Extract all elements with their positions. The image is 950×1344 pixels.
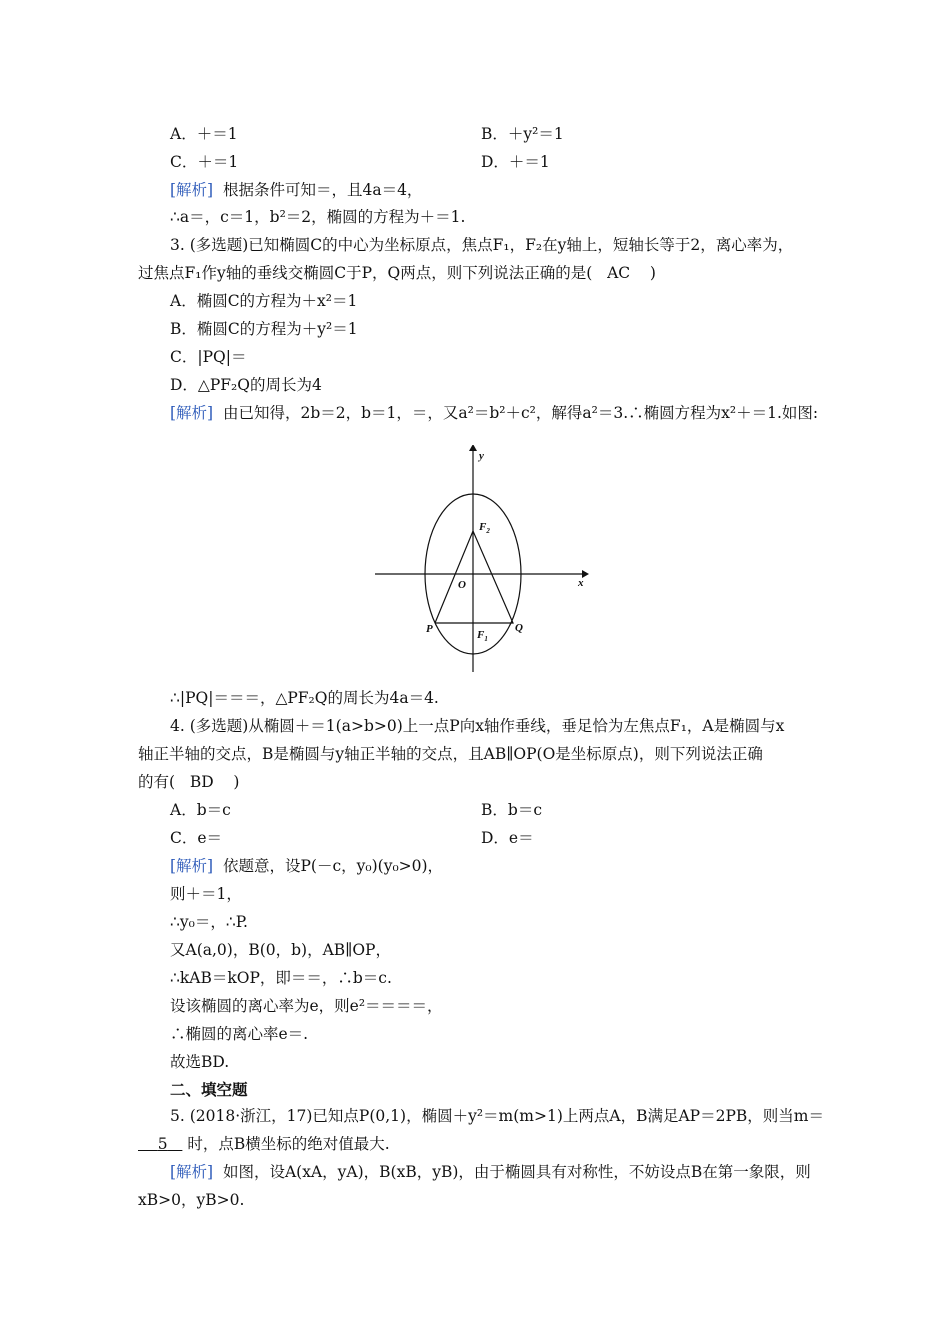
question-text: )	[649, 264, 656, 282]
solution-line	[170, 180, 422, 200]
solution-line	[170, 403, 818, 423]
solution-tag: [解析]	[170, 1163, 214, 1181]
solution-text: 依题意，设P(－c，y₀)(y₀>0)，	[222, 857, 444, 875]
question-5-stem: 5. (2018·浙江，17)已知点P(0,1)，椭圆＋y²＝m(m>1)上两点A，B满足AP＝2PB，则当m＝	[170, 1107, 824, 1125]
label-o: O	[458, 579, 466, 591]
option-b: B．b＝c	[481, 801, 542, 819]
question-3-stem: 3. (多选题)已知椭圆C的中心为坐标原点，焦点F₁，F₂在y轴上，短轴长等于2，离心率为，	[170, 236, 794, 254]
option-c: C．e＝	[170, 829, 223, 847]
ellipse-figure	[370, 445, 600, 675]
option-b: B．＋y²＝1	[481, 125, 564, 143]
solution-line: ∴kAB＝kOP，即＝＝，∴b＝c.	[170, 969, 392, 987]
solution-line: ∴|PQ|＝＝＝，△PF₂Q的周长为4a＝4.	[170, 689, 439, 707]
solution-tag: [解析]	[170, 857, 214, 875]
answer: BD	[189, 773, 214, 791]
label-q: Q	[515, 622, 523, 634]
solution-line: xB>0，yB>0.	[138, 1191, 245, 1209]
solution-line	[170, 856, 443, 876]
solution-text: 如图，设A(xA，yA)，B(xB，yB)，由于椭圆具有对称性，不妨设点B在第一象限，则	[222, 1163, 811, 1181]
option-d: D．e＝	[481, 829, 534, 847]
solution-line: 故选BD.	[170, 1053, 230, 1071]
question-4-stem: 4. (多选题)从椭圆＋＝1(a>b>0)上一点P向x轴作垂线，垂足恰为左焦点F₁，A是椭圆与x	[170, 717, 785, 735]
triangle-pf2q	[435, 531, 513, 623]
solution-tag: [解析]	[170, 404, 214, 422]
section-heading: 二、填空题	[170, 1080, 248, 1099]
label-f2: $F_2$	[479, 521, 490, 535]
y-arrow	[469, 445, 477, 451]
answer: 5	[157, 1135, 168, 1153]
solution-line: ∴a＝，c＝1，b²＝2，椭圆的方程为＋＝1.	[170, 208, 466, 226]
label-x: x	[578, 577, 584, 589]
solution-text: 根据条件可知＝，且4a＝4，	[222, 181, 423, 199]
solution-line: ∴椭圆的离心率e＝.	[170, 1025, 309, 1043]
solution-line	[170, 1162, 811, 1182]
answer: AC	[607, 264, 631, 282]
question-text: 时，点B横坐标的绝对值最大.	[187, 1135, 390, 1153]
answer-blank	[138, 1135, 182, 1153]
label-y: y	[479, 450, 484, 462]
question-4-stem-cont: 轴正半轴的交点，B是椭圆与y轴正半轴的交点，且AB∥OP(O是坐标原点)，则下列说法正确	[138, 745, 763, 763]
option-c: C．＋＝1	[170, 153, 239, 171]
option-d: D．＋＝1	[481, 153, 550, 171]
question-4-stem-cont	[138, 772, 239, 792]
solution-line: 则＋＝1，	[170, 885, 242, 903]
option-a: A．椭圆C的方程为＋x²＝1	[170, 292, 358, 310]
question-text: 的有(	[138, 773, 176, 791]
question-text: 过焦点F₁作y轴的垂线交椭圆C于P，Q两点，则下列说法正确的是(	[138, 264, 593, 282]
question-3-stem-cont	[138, 263, 656, 283]
solution-tag: [解析]	[170, 181, 214, 199]
solution-line: 设该椭圆的离心率为e，则e²＝＝＝＝，	[170, 997, 443, 1015]
question-text: )	[233, 773, 240, 791]
solution-text: 由已知得，2b＝2，b＝1，＝，又a²＝b²＋c²，解得a²＝3.∴椭圆方程为x²＋＝1.如图:	[222, 404, 819, 422]
option-a: A．b＝c	[170, 801, 231, 819]
solution-line: 又A(a,0)，B(0，b)，AB∥OP，	[170, 941, 391, 959]
label-f1: $F_1$	[477, 629, 488, 643]
option-b: B．椭圆C的方程为＋y²＝1	[170, 320, 358, 338]
label-p: P	[426, 623, 433, 635]
question-5-stem-cont	[138, 1134, 390, 1154]
option-d: D．△PF₂Q的周长为4	[170, 376, 322, 394]
option-a: A．＋＝1	[170, 125, 238, 143]
solution-line: ∴y₀＝，∴P.	[170, 913, 248, 931]
option-c: C．|PQ|＝	[170, 348, 247, 366]
